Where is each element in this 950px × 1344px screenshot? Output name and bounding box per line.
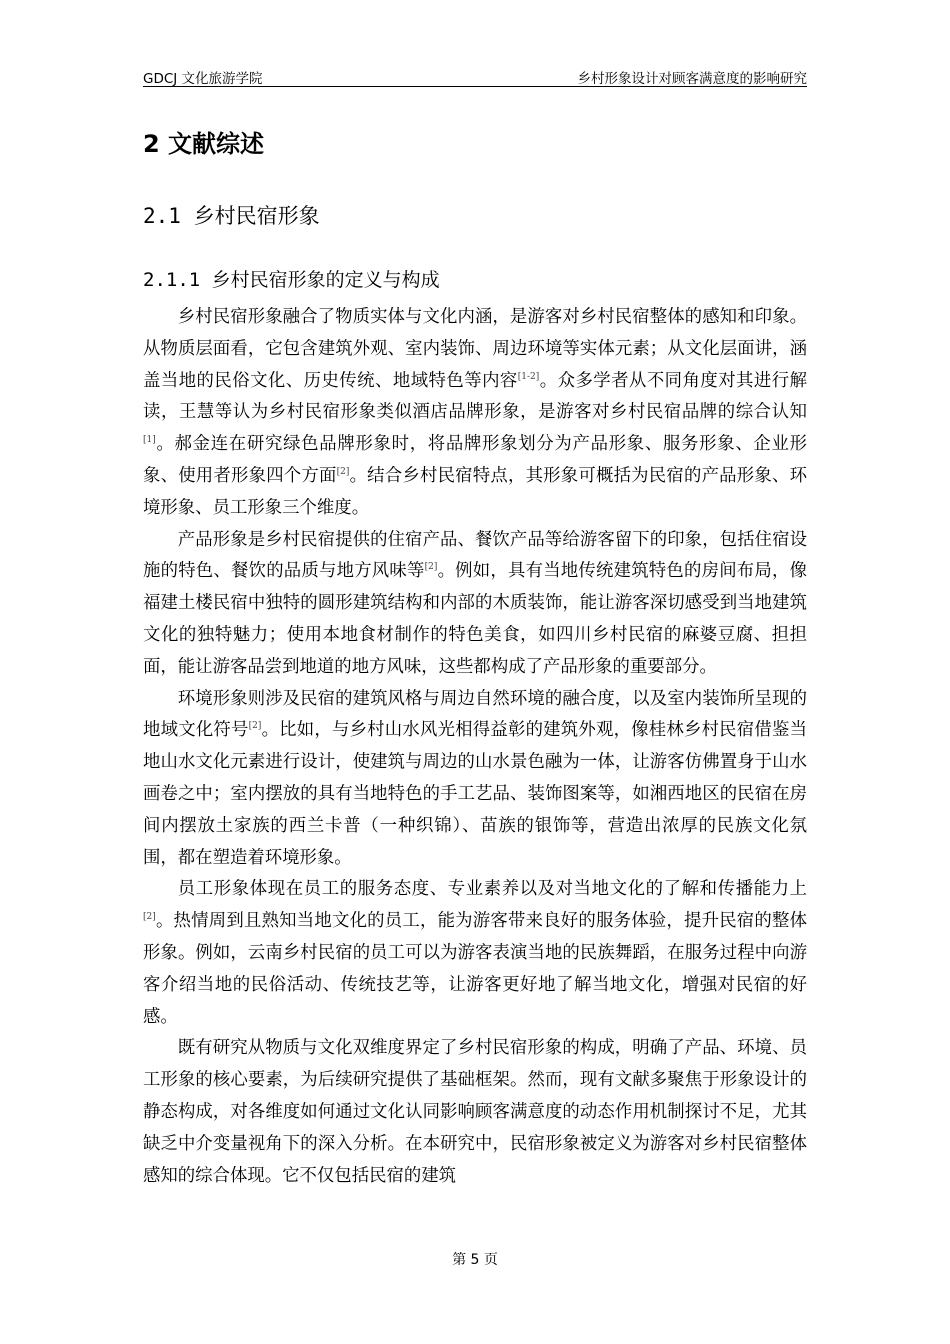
header-institution: GDCJ 文化旅游学院	[143, 71, 263, 87]
citation: [2]	[424, 562, 438, 573]
paragraph-2: 产品形象是乡村民宿提供的住宿产品、餐饮产品等给游客留下的印象，包括住宿设施的特色、餐饮的品质与地方风味等[2]。例如，具有当地传统建筑特色的房间布局，像福建土楼民宿中独特的圆形建筑结构和内部的木质装饰，能让游客深切感受到当地建筑文化的独特魅力；使用本地食材制作的特色美食，如四川乡村民宿的麻婆豆腐、担担面，能让游客品尝到地道的地方风味，这些都构成了产品形象的重要部分。	[143, 529, 807, 677]
citation: [1-2]	[517, 371, 540, 382]
paragraph-4: 员工形象体现在员工的服务态度、专业素养以及对当地文化的了解和传播能力上[2]。热情周到且熟知当地文化的员工，能为游客带来良好的服务体验，提升民宿的整体形象。例如，云南乡村民宿的员工可以为游客表演当地的民族舞蹈，在服务过程中向游客介绍当地的民俗活动、传统技艺等，让游客更好地了解当地文化，增强对民宿的好感。	[143, 879, 807, 1027]
section-title: 2.1 乡村民宿形象	[143, 204, 320, 228]
chapter-title: 2 文献综述	[143, 130, 265, 158]
citation: [1]	[143, 435, 156, 446]
subsection-title: 2.1.1 乡村民宿形象的定义与构成	[143, 269, 440, 291]
page-header	[143, 64, 807, 87]
paragraph-3: 环境形象则涉及民宿的建筑风格与周边自然环境的融合度，以及室内装饰所呈现的地域文化符号[2]。比如，与乡村山水风光相得益彰的建筑外观，像桂林乡村民宿借鉴当地山水文化元素进行设计，使建筑与周边的山水景色融为一体，让游客仿佛置身于山水画卷之中；室内摆放的具有当地特色的手工艺品、装饰图案等，如湘西地区的民宿在房间内摆放土家族的西兰卡普（一种织锦）、苗族的银饰等，营造出浓厚的民族文化氛围，都在塑造着环境形象。	[143, 688, 807, 868]
citation: [2]	[336, 466, 350, 477]
citation: [2]	[143, 912, 156, 923]
citation: [2]	[248, 721, 262, 732]
page-number: 第 5 页	[452, 1252, 498, 1268]
paragraph-1: 乡村民宿形象融合了物质实体与文化内涵，是游客对乡村民宿整体的感知和印象。从物质层面看，它包含建筑外观、室内装饰、周边环境等实体元素；从文化层面讲，涵盖当地的民俗文化、历史传统、地域特色等内容[1-2]。众多学者从不同角度对其进行解读，王慧等认为乡村民宿形象类似酒店品牌形象，是游客对乡村民宿品牌的综合认知[1]。郝金连在研究绿色品牌形象时，将品牌形象划分为产品形象、服务形象、企业形象、使用者形象四个方面[2]。结合乡村民宿特点，其形象可概括为民宿的产品形象、环境形象、员工形象三个维度。	[143, 307, 807, 518]
paragraph-5: 既有研究从物质与文化双维度界定了乡村民宿形象的构成，明确了产品、环境、员工形象的核心要素，为后续研究提供了基础框架。然而，现有文献多聚焦于形象设计的静态构成，对各维度如何通过文化认同影响顾客满意度的动态作用机制探讨不足，尤其缺乏中介变量视角下的深入分析。在本研究中，民宿形象被定义为游客对乡村民宿整体感知的综合体现。它不仅包括民宿的建筑	[143, 1038, 807, 1186]
body-text	[143, 302, 807, 1192]
header-thesis-title: 乡村形象设计对顾客满意度的影响研究	[577, 71, 807, 87]
